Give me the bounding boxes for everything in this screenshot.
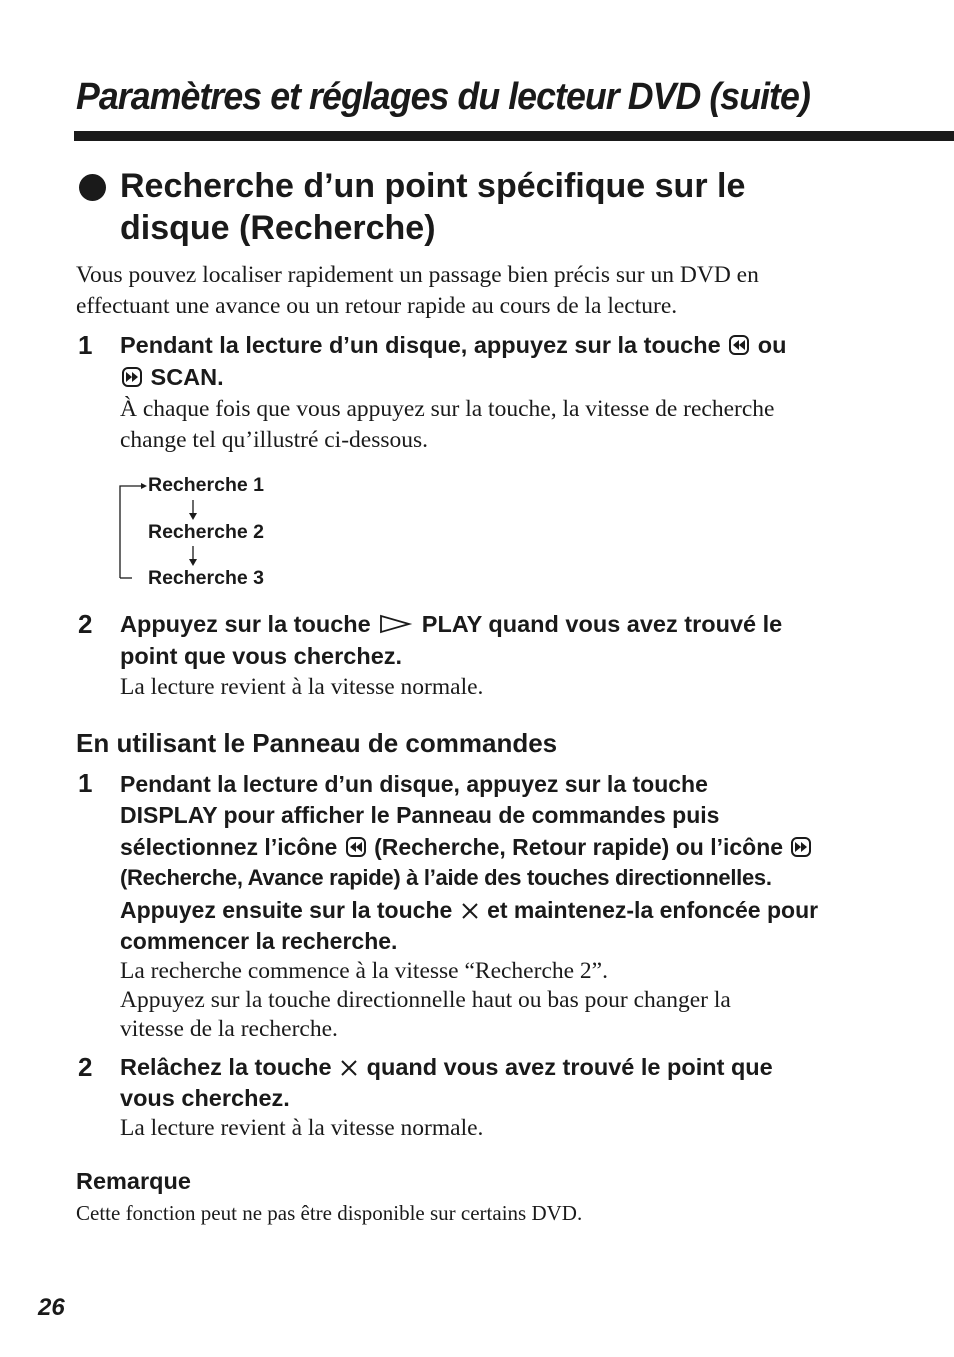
note-heading: Remarque [76, 1168, 191, 1194]
intro-line-2: effectuant une avance ou un retour rapide au cours de la lecture. [76, 293, 678, 319]
panel-step-1-text-1: La recherche commence à la vitesse “Recherche 2”. [120, 958, 608, 984]
panel-step-1-line-6: commencer la recherche. [120, 928, 398, 954]
panel-step-1-line-2: DISPLAY pour afficher le Panneau de commandes puis [120, 802, 720, 828]
panel-step-1-line-3 [120, 834, 813, 863]
scan-rewind-icon [346, 836, 366, 863]
step-2-instruction-a: Appuyez sur la touche [120, 611, 371, 637]
arrow-down-icon [186, 545, 200, 567]
enter-x-icon [461, 899, 479, 926]
step-2-instruction-b: PLAY quand vous avez trouvé le [421, 611, 783, 637]
search-speed-1: Recherche 1 [148, 474, 264, 496]
section-heading-line-1: Recherche d’un point spécifique sur le [120, 167, 746, 205]
title-rule [74, 131, 954, 141]
page-title: Paramètres et réglages du lecteur DVD (suite) [76, 76, 810, 118]
panel-step-1-text-3: vitesse de la recherche. [120, 1016, 338, 1042]
step-1-instruction-line-2 [120, 364, 224, 393]
step-1-number: 1 [78, 330, 93, 360]
step-1-text-line-2: change tel qu’illustré ci-dessous. [120, 427, 429, 453]
step-1-instruction-line-1 [120, 332, 786, 361]
search-speed-2: Recherche 2 [148, 521, 264, 543]
panel-step-1-line-5 [120, 897, 818, 926]
section-heading-line-2: disque (Recherche) [120, 209, 436, 247]
panel-step-1-line-1: Pendant la lecture d’un disque, appuyez sur la touche [120, 771, 708, 797]
panel-step-1-number: 1 [78, 768, 93, 798]
section-bullet-icon [79, 174, 106, 201]
panel-step-2-line-1-b: quand vous avez trouvé le point que [366, 1054, 773, 1080]
scan-rewind-icon [729, 334, 749, 361]
panel-step-2-line-1-a: Relâchez la touche [120, 1054, 332, 1080]
note-text: Cette fonction peut ne pas être disponible sur certains DVD. [76, 1201, 583, 1225]
step-2-instruction-line-1 [120, 611, 782, 640]
scan-label: SCAN. [150, 364, 224, 390]
panel-step-1-line-4: (Recherche, Avance rapide) à l’aide des touches directionnelles. [120, 865, 772, 890]
panel-section-heading: En utilisant le Panneau de commandes [76, 728, 558, 758]
panel-step-2-line-1 [120, 1054, 773, 1083]
step-1-instruction-a: Pendant la lecture d’un disque, appuyez sur la touche [120, 332, 721, 358]
scan-forward-icon [791, 836, 811, 863]
panel-step-1-line-5-a: Appuyez ensuite sur la touche [120, 897, 453, 923]
intro-line-1: Vous pouvez localiser rapidement un passage bien précis sur un DVD en [76, 262, 759, 288]
search-speed-3: Recherche 3 [148, 567, 264, 589]
panel-step-1-line-5-b: et maintenez-la enfoncée pour [487, 897, 819, 923]
panel-step-2-number: 2 [78, 1052, 93, 1082]
arrow-down-icon [186, 499, 200, 521]
step-1-text-line-1: À chaque fois que vous appuyez sur la touche, la vitesse de recherche [120, 396, 775, 422]
step-2-number: 2 [78, 609, 93, 639]
step-2-instruction-line-2: point que vous cherchez. [120, 643, 403, 669]
panel-step-2-line-2: vous cherchez. [120, 1085, 290, 1111]
step-1-instruction-b: ou [757, 332, 787, 358]
panel-step-2-text-1: La lecture revient à la vitesse normale. [120, 1115, 484, 1141]
scan-forward-icon [122, 366, 142, 393]
play-icon [379, 613, 413, 640]
enter-x-icon [340, 1056, 358, 1083]
page-number: 26 [38, 1294, 65, 1321]
step-2-text-line-1: La lecture revient à la vitesse normale. [120, 674, 484, 700]
panel-step-1-line-3-a: sélectionnez l’icône [120, 834, 338, 860]
panel-step-1-line-3-b: (Recherche, Retour rapide) ou l’icône [374, 834, 784, 860]
panel-step-1-text-2: Appuyez sur la touche directionnelle haut ou bas pour changer la [120, 987, 731, 1013]
